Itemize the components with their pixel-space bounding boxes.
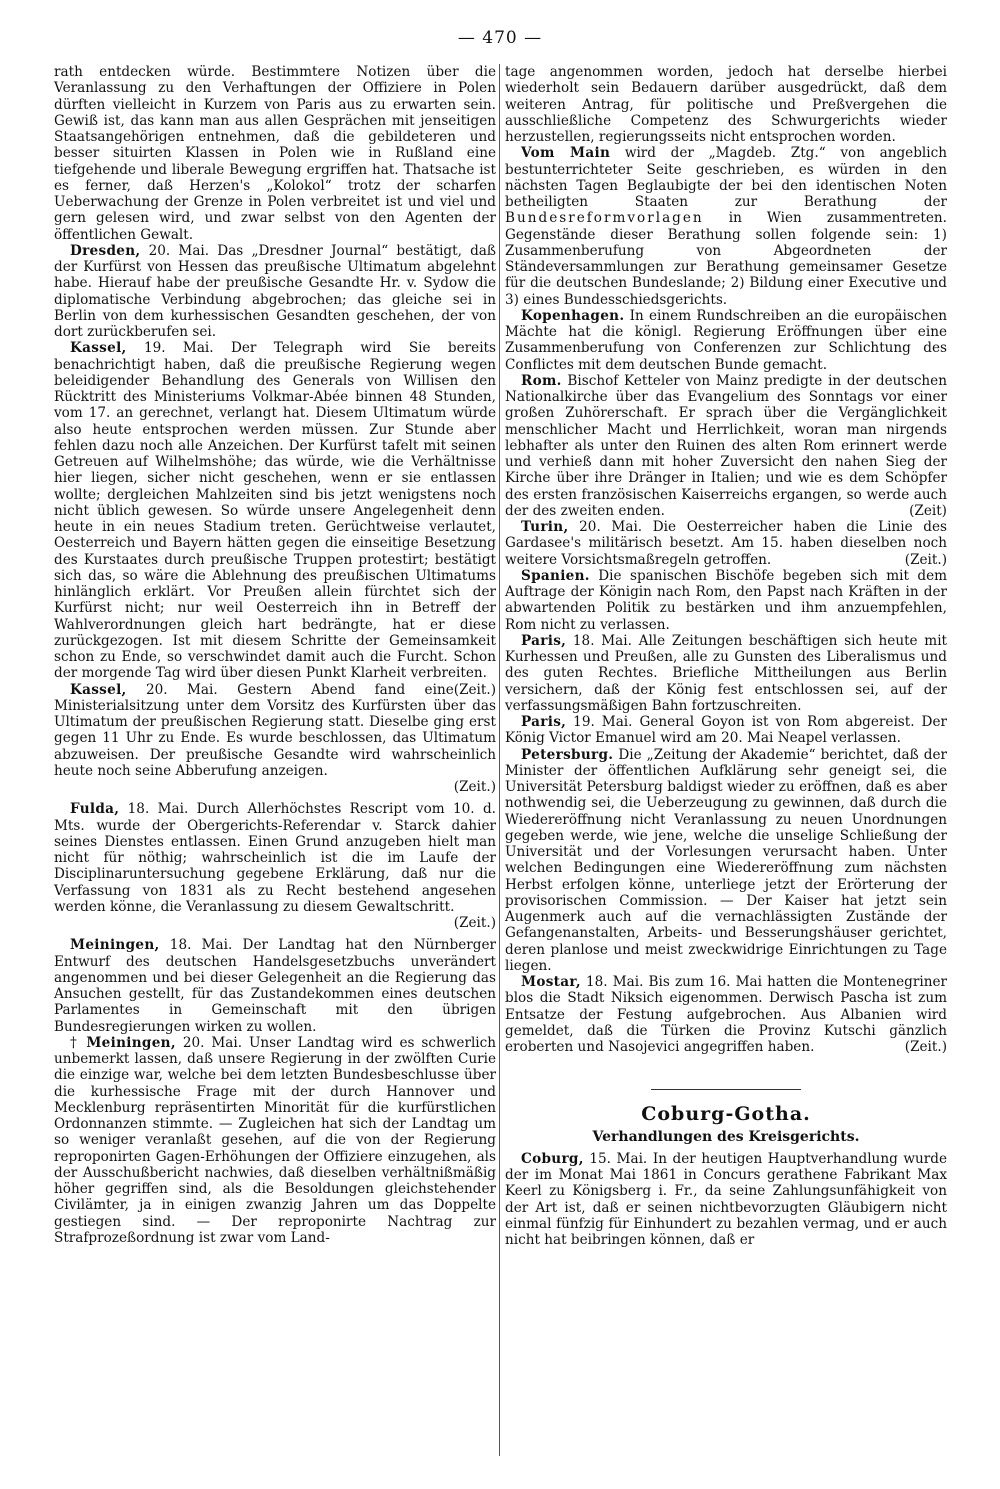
dateline-place: Spanien. bbox=[521, 567, 590, 584]
article-turin bbox=[505, 519, 947, 568]
article-kassel-19 bbox=[54, 340, 496, 698]
dateline-place: Meiningen, bbox=[86, 1034, 176, 1051]
article-petersburg bbox=[505, 747, 947, 975]
dateline-place: Kassel, bbox=[70, 340, 127, 357]
article-body: in Wien zusammentreten. Gegenstände dieser Berathung sollen folgende sein: 1) Zusammenberufung von Abgeordneten der Ständeversammlungen zur Berathung gemeinsamer Gesetze für die deutschen Bundeslande; 2) Bildung einer Executive und 3) eines Bundesschiedsgerichts. bbox=[505, 210, 947, 308]
article-body: 20. Mai. Die Oesterreicher haben die Linie des Gardasee's militärisch besetzt. Am 15. haben dieselben noch weitere Vorsichtsmaßregeln getroffen. bbox=[505, 519, 947, 568]
dateline-place: Fulda, bbox=[70, 801, 120, 818]
spaced-term: Bundesreformvorlagen bbox=[505, 210, 704, 227]
dateline-place: Vom Main bbox=[521, 145, 611, 162]
source-tag: (Zeit) bbox=[909, 502, 947, 519]
dateline-place: Petersburg. bbox=[521, 746, 614, 763]
article-body: 18. Mai. Der Landtag hat den Nürnberger Entwurf des deutschen Handelsgesetzbuchs unverändert angenommen und bei dieser Gelegenheit an die Regierung das Ansuchen gestellt, für das Zustandekommen eines deutschen Parlamentes in Gemeinschaft mit den übrigen Bundesregierungen wirken zu wollen. bbox=[54, 937, 496, 1035]
article-body: Die „Zeitung der Akademie“ berichtet, daß der Minister der öffentlichen Aufklärung sehr geneigt sei, die Universität Petersburg baldigst wieder zu eröffnen, daß es aber nothwendig sei, die Ueberzeugung zu gewinnen, daß durch die Wiedereröffnung nicht Veranlassung zu neuen Unordnungen gegeben werde, wie jene, welche die unselige Schließung der Universität und der Vorlesungen verursacht haben. Unter welchen Bedingungen eine Wiedereröffnung zum nächsten Herbst erfolgen könne, unterliege jetzt der Erörterung der provisorischen Commission. — Der Kaiser hat jetzt sein Augenmerk auch auf die vernachlässigten Zustände der Gefangenanstalten, Arbeits- und Besserungshäuser gerichtet, deren planlose und meist zweckwidrige Einrichtungen zu Tage liegen. bbox=[505, 746, 947, 974]
article-dresden bbox=[54, 243, 496, 341]
article-body: 20. Mai. Unser Landtag wird es schwerlich unbemerkt lassen, daß unsere Regierung in der zwölften Curie die einzige war, welche bei dem letzten Bundesbeschlusse über die kurhessische Frage mit der durch Hannover und Mecklenburg repräsentirten Minorität für die kurfürstlichen Ordonnanzen stimmte. — Zugleichen hat sich der Landtag um so weniger veranlaßt gesehen, auf die von der Regierung reproponirten Gagen-Erhöhungen der Offiziere einzugehen, als der Ausschußbericht nachwies, daß dieselben verhältnißmäßig höher gegriffen sind, als die Besoldungen gleichstehender Civilämter, ja in einigen zwanzig Jahren um das Doppelte gestiegen sind. — Der reproponirte Nachtrag zur Strafprozeßordnung ist zwar vom Land- bbox=[54, 1034, 497, 1246]
article-body: 20. Mai. Gestern Abend fand eine Ministerialsitzung unter dem Vorsitz des Kurfürsten über das Ultimatum der preußischen Regierung statt. Dieselbe ging erst gegen 11 Uhr zu Ende. Es wurde beschlossen, das Ultimatum abzuweisen. Der preußische Gesandte wird wahrscheinlich heute noch seine Abberufung anzeigen. bbox=[54, 681, 496, 779]
article-body: In einem Rundschreiben an die europäischen Mächte hat die königl. Regierung Eröffnungen über eine Zusammenberufung von Conferenzen zur Schlichtung des Conflictes mit dem deutschen Bunde gemacht. bbox=[505, 307, 947, 373]
source-tag: (Zeit.) bbox=[904, 1039, 947, 1055]
column-divider bbox=[499, 64, 500, 1456]
article-kassel-20 bbox=[54, 682, 496, 796]
article-vom-main bbox=[505, 145, 947, 308]
article-meiningen-20 bbox=[54, 1035, 496, 1246]
dagger-mark: † bbox=[70, 1034, 80, 1051]
section-separator bbox=[651, 1089, 801, 1090]
article-paris-19 bbox=[505, 714, 947, 747]
article-spanien bbox=[505, 568, 947, 633]
article-body: 19. Mai. Der Telegraph wird Sie bereits benachrichtigt haben, daß die preußische Regierung wegen beleidigender Behandlung des Generals von Willisen den Rücktritt des Ministeriums Volkmar-Abée binnen 48 Stunden, vom 17. an gerechnet, verlangt hat. Diesem Ultimatum würde also heute entsprochen werden müssen. Zur Stunde aber fehlen dazu noch alle Anzeichen. Der Kurfürst tafelt mit seinen Getreuen auf Wilhelmshöhe; das würde, wie die Verhältnisse hier liegen, sicher nicht geschehen, wenn er sie entlassen wollte; dergleichen Mahlzeiten sind bis jetzt wenigstens noch nicht üblich gewesen. So würde unsere Angelegenheit denn heute in ein neues Stadium treten. Gerüchtweise verlautet, Oesterreich und Bayern hätten gegen die einseitige Besetzung des Kurstaates durch preußische Truppen protestirt; bestätigt sich das, so wäre die Ablehnung des preußischen Ultimatums hinlänglich erklärt. Vor Preußen allein fürchtet sich der Kurfürst nicht; nur weil Oesterreich ihn in Betreff der Wahlverordnungen gleich hart bedrängte, hat er diese zurückgezogen. Ist mit diesem Schritte der Gemeinsamkeit schon zu Ende, so verschwindet damit auch die Furcht. Schon der morgende Tag wird über diesen Punkt Klarheit verbreiten. bbox=[54, 340, 496, 682]
source-tag: (Zeit.) bbox=[904, 551, 947, 568]
article-body: 15. Mai. In der heutigen Hauptverhandlung wurde der im Monat Mai 1861 in Concurs gerathene Fabrikant Max Keerl zu Königsberg i. Fr., da seine Zahlungsunfähigkeit von der Art ist, daß er seinen nichtbevorzugten Gläubigern nicht einmal fünfzig für Einhundert zu bezahlen vermag, und er auch nicht hat beibringen können, daß er bbox=[505, 1150, 947, 1248]
section-subtitle: Verhandlungen des Kreisgerichts. bbox=[592, 1128, 860, 1145]
dateline-place: Kassel, bbox=[70, 681, 127, 698]
article-kopenhagen bbox=[505, 308, 947, 373]
dateline-place: Paris, bbox=[521, 714, 567, 730]
source-tag: (Zeit.) bbox=[453, 915, 496, 931]
article-mostar bbox=[505, 974, 947, 1055]
page-number: — 470 — bbox=[457, 28, 543, 48]
article-body: Bischof Ketteler von Mainz predigte in der deutschen Nationalkirche über das Evangelium des Sonntags vor einer großen Zuhörerschaft. Er sprach über die Vergänglichkeit menschlicher Macht und Herrlichkeit, woran man nirgends lebhafter als unter den Ruinen des alten Rom erinnert werde und verhieß dann mit hoher Zuversicht den nahen Sieg der Kirche über ihre Dränger in Italien; und wie es dem Schöpfer des ersten französischen Kaiserreichs ergangen, so werde auch der des zweiten enden. bbox=[505, 372, 947, 519]
left-column bbox=[54, 64, 496, 1246]
dateline-place: Mostar, bbox=[521, 974, 581, 990]
article-body: Die spanischen Bischöfe begeben sich mit dem Auftrage der Königin nach Rom, den Papst nach Kräften in der abwartenden Politik zu bestärken und ihm anzuempfehlen, Rom nicht zu verlassen. bbox=[505, 567, 948, 633]
article-continuation: rath entdecken würde. Bestimmtere Notizen über die Veranlassung zu den Verhaftungen der Offiziere in Polen dürften vielleicht in Kurzem von Paris aus zu erwarten sein. Gewiß ist, das kann man aus allen Gesprächen mit jenseitigen Staatsangehörigen entnehmen, daß die gebildeteren und besser situirten Klassen in Polen wie in Rußland eine tiefgehende und liberale Bewegung ergriffen hat. Thatsache ist es ferner, daß Herzen's „Kolokol“ trotz der scharfen Ueberwachung der Grenze in Polen verbreitet ist und viel und gern gelesen wird, und zwar selbst von den Agenten der öffentlichen Gewalt. bbox=[54, 64, 496, 243]
right-column bbox=[505, 64, 947, 1248]
article-body: 18. Mai. Durch Allerhöchstes Rescript vom 10. d. Mts. wurde der Obergerichts-Referendar v. Starck dahier seines Dienstes entlassen. Einen Grund anzugeben hielt man nicht für nöthig; wahrscheinlich ist die im Laufe der Disciplinaruntersuchung gegebene Erklärung, daß nur die Verfassung von 1831 als zu Recht bestehend angesehen werden könne, die Veranlassung zu diesem Gewaltschritt. bbox=[54, 801, 496, 915]
article-body: wird der „Magdeb. Ztg.“ von angeblich bestunterrichteter Seite geschrieben, es würden in den nächsten Tagen Beglaubigte der bei den identischen Noten betheiligten Staaten zur Berathung der bbox=[505, 145, 947, 210]
article-body: 18. Mai. Alle Zeitungen beschäftigen sich heute mit Kurhessen und Preußen, alle zu Gunsten des Liberalismus und des guten Rechtes. Briefliche Mittheilungen aus Berlin versichern, daß der König fest entschlossen sei, auf der verfassungsmäßigen Bahn fortzuschreiten. bbox=[505, 632, 948, 714]
dateline-place: Meiningen, bbox=[70, 937, 160, 954]
article-paris-18 bbox=[505, 633, 947, 714]
article-body: 19. Mai. General Goyon ist von Rom abgereist. Der König Victor Emanuel wird am 20. Mai Neapel verlassen. bbox=[505, 714, 947, 747]
article-rom bbox=[505, 373, 947, 519]
source-tag: (Zeit.) bbox=[453, 681, 496, 698]
dateline-place: Kopenhagen. bbox=[521, 307, 625, 324]
dateline-place: Turin, bbox=[521, 519, 569, 535]
article-continuation: tage angenommen worden, jedoch hat derselbe hierbei wiederholt sein Bedauern darüber ausgedrückt, daß dem weiteren Antrag, für politische und Preßvergehen die ausschließliche Competenz des Schwurgerichts wieder herzustellen, regierungsseits nicht entsprochen worden. bbox=[505, 64, 947, 145]
dateline-place: Dresden, bbox=[70, 242, 141, 259]
dateline-place: Paris, bbox=[521, 632, 567, 649]
article-meiningen-18 bbox=[54, 937, 496, 1035]
article-fulda bbox=[54, 801, 496, 931]
dateline-place: Coburg, bbox=[521, 1150, 584, 1167]
article-coburg bbox=[505, 1151, 947, 1249]
section-title: Coburg-Gotha. bbox=[641, 1103, 811, 1126]
article-body: 20. Mai. Das „Dresdner Journal“ bestätigt, daß der Kurfürst von Hessen das preußische Ultimatum abgelehnt habe. Hierauf habe der preußische Gesandte Hr. v. Sydow die diplomatische Verbindung abgebrochen; das gleiche sei in Berlin von dem kurhessischen Gesandten geschehen, der von dort zurückberufen sei. bbox=[54, 242, 496, 340]
source-tag: (Zeit.) bbox=[453, 779, 496, 795]
dateline-place: Rom. bbox=[521, 372, 562, 389]
article-body: 18. Mai. Bis zum 16. Mai hatten die Montenegriner blos die Stadt Niksich eigenommen. Derwisch Pascha ist zum Entsatze der Festung aufgebrochen. Aus Albanien wird gemeldet, daß die Türken die Provinz Kutschi gänzlich eroberten und Nasojevici angegriffen haben. bbox=[505, 974, 947, 1055]
